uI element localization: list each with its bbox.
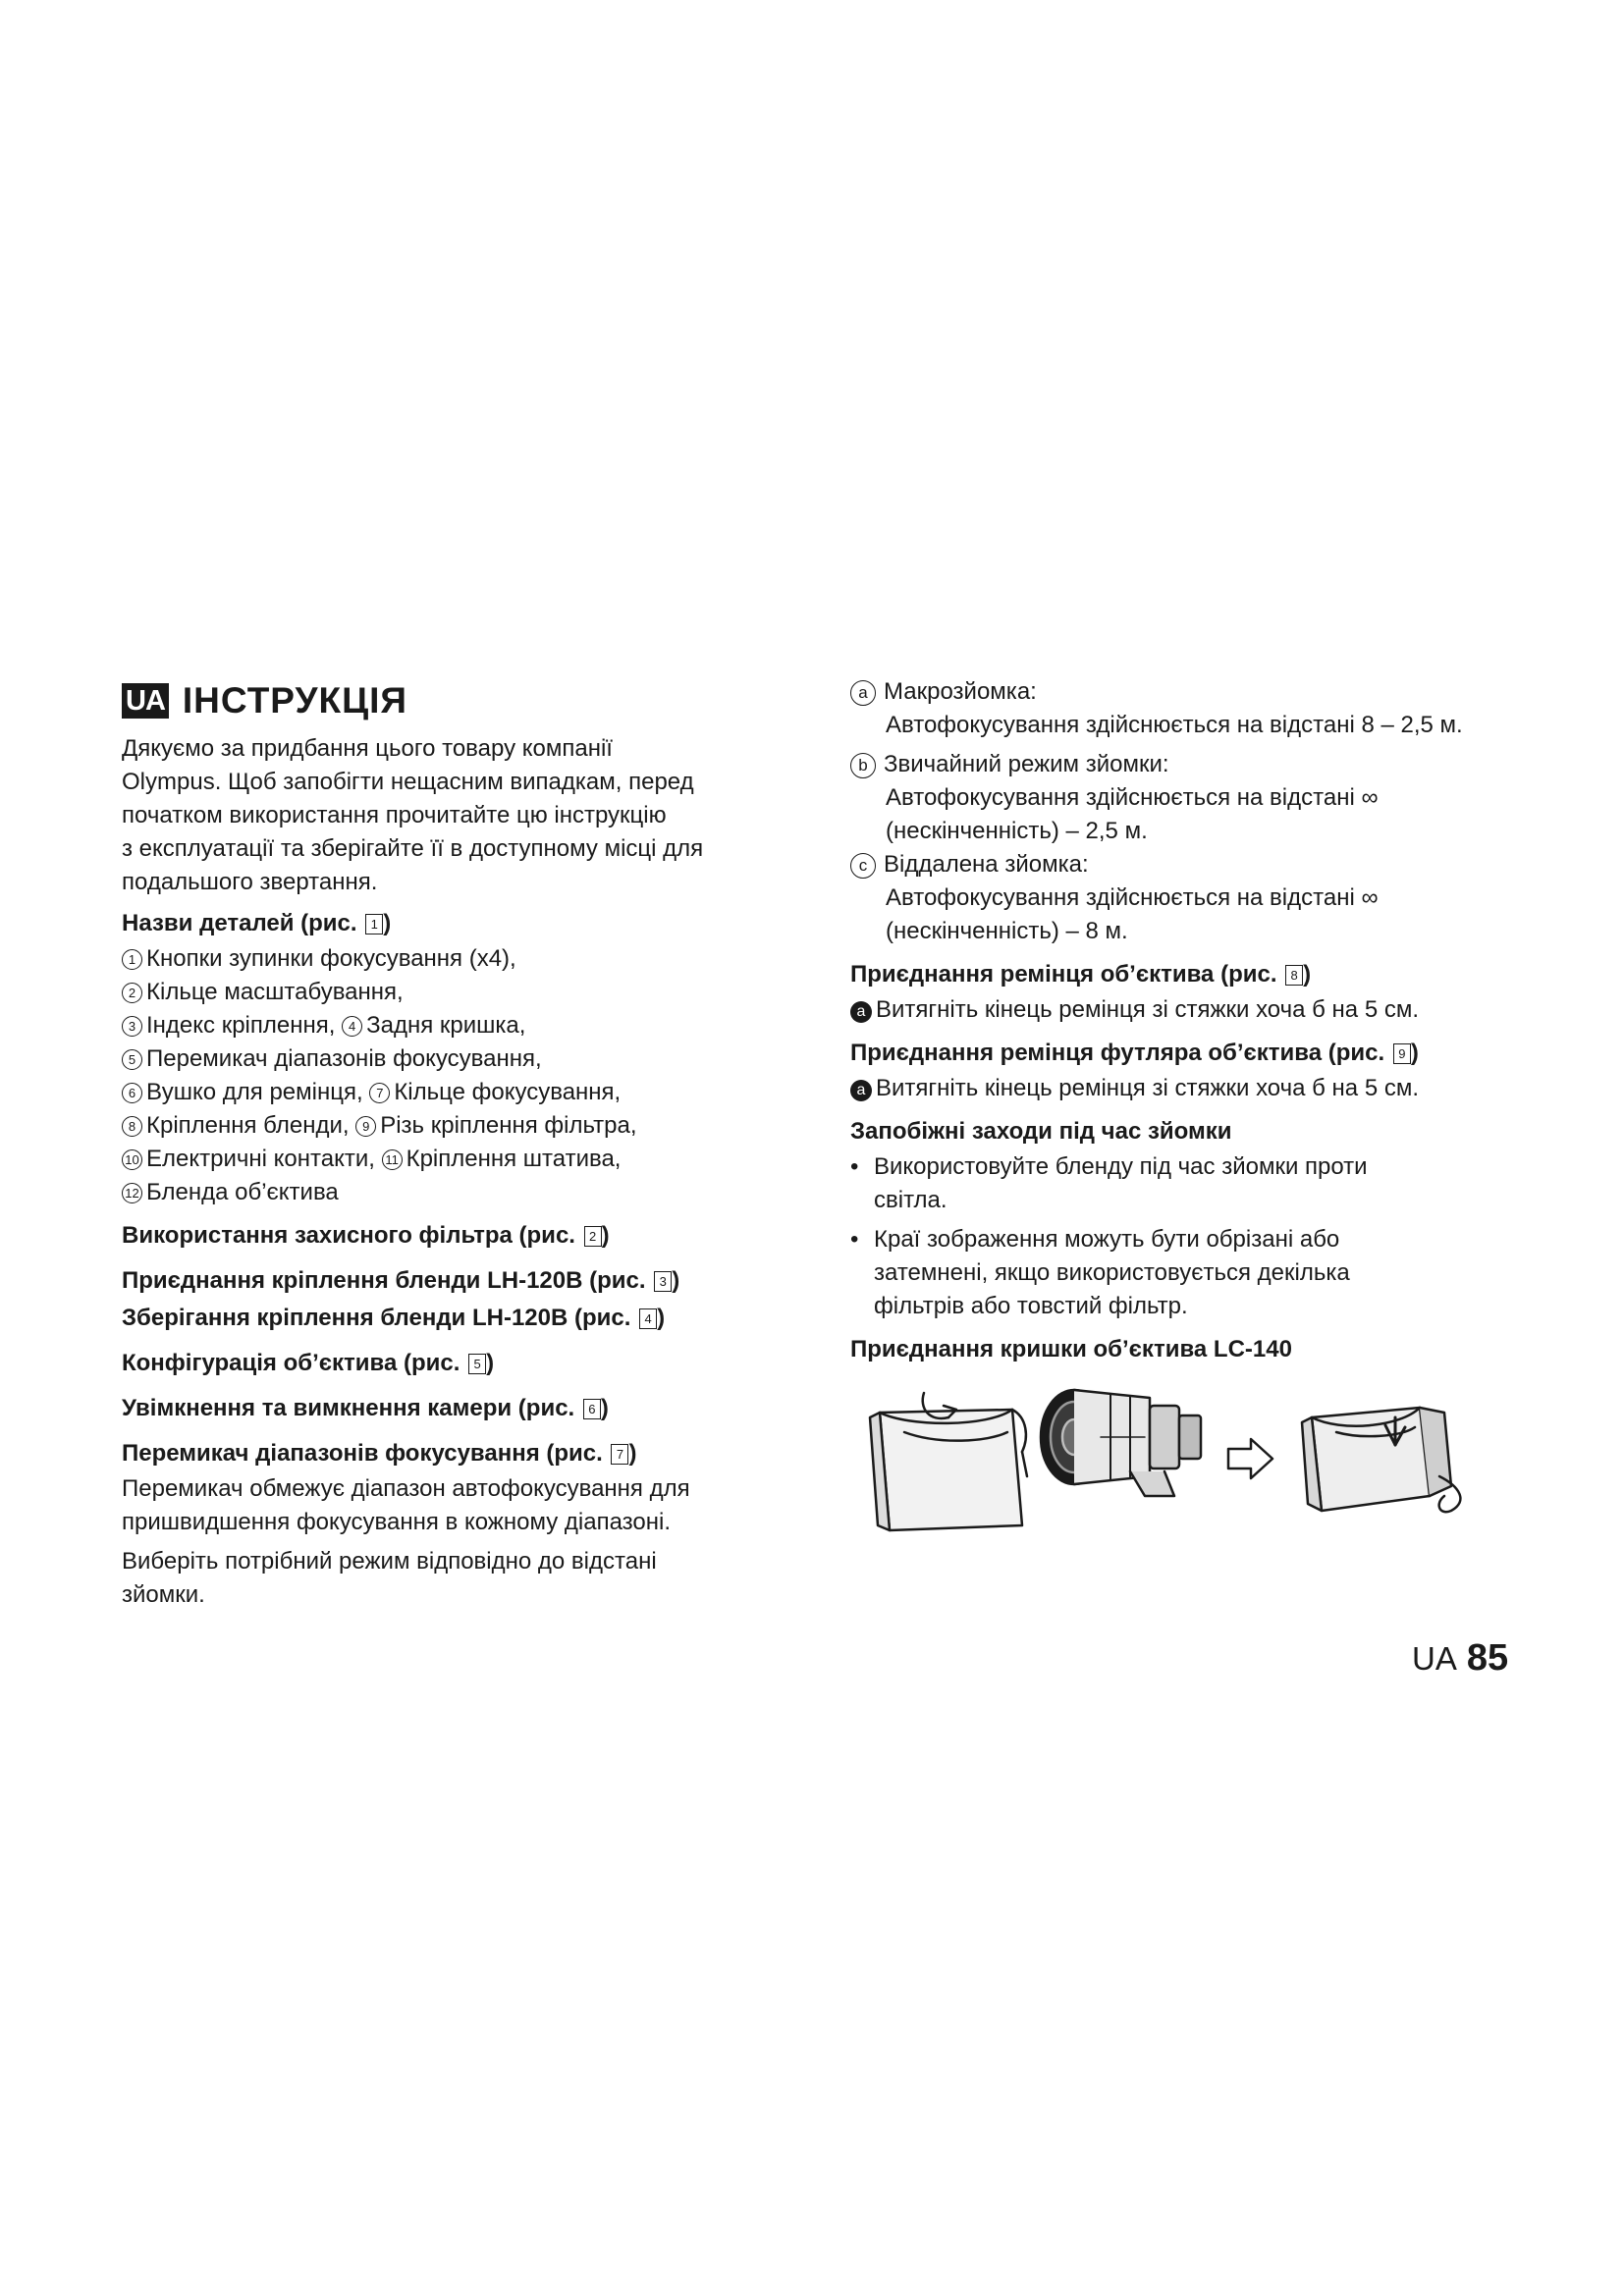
arrow-right-icon <box>1228 1439 1272 1478</box>
section-header <box>122 675 780 726</box>
lens-cap-drawing <box>850 1378 1498 1545</box>
page-title: ІНСТРУКЦІЯ <box>182 680 407 721</box>
camera-power-heading: Увімкнення та вимкнення камери (рис. 6 ) <box>122 1395 609 1421</box>
list-item: 8 Кріплення бленди, 9 Різь кріплення фільтра, <box>122 1109 780 1143</box>
mode-detail: (нескінченність) – 2,5 м. <box>886 818 1148 844</box>
figure-ref: 2 <box>584 1226 602 1247</box>
filter-heading: Використання захисного фільтра (рис. 2 ) <box>122 1222 610 1249</box>
hood-storage-heading: Зберігання кріплення бленди LH-120B (рис. 4 ) <box>122 1305 666 1331</box>
number-badge: 5 <box>122 1049 142 1070</box>
number-badge: 1 <box>122 949 142 970</box>
list-item: 3 Індекс кріплення, 4 Задня кришка, <box>122 1009 780 1042</box>
number-badge: 2 <box>122 983 142 1003</box>
mode-item: c Віддалена зйомка: <box>850 848 1498 881</box>
figure-ref: 5 <box>468 1354 486 1374</box>
bullet-icon: • <box>850 1226 859 1253</box>
left-column <box>122 675 780 1612</box>
mode-item: a Макрозйомка: <box>850 675 1498 709</box>
mode-detail: Автофокусування здійснюється на відстані 8 – 2,5 м. <box>886 712 1463 738</box>
intro-paragraph <box>122 732 780 899</box>
number-badge: 7 <box>369 1083 390 1103</box>
list-item: 12 Бленда об’єктива <box>122 1176 780 1209</box>
number-badge: 4 <box>342 1016 362 1037</box>
lens-cap-illustration <box>850 1378 1498 1545</box>
bullet-item: • Краї зображення можуть бути обрізані або затемнені, якщо використовується декілька фільтрів або товстий фільтр. <box>850 1223 1498 1323</box>
figure-ref: 9 <box>1393 1043 1411 1064</box>
paragraph-line: пришвидшення фокусування в кожному діапазоні. <box>122 1509 671 1535</box>
precautions-heading: Запобіжні заходи під час зйомки <box>850 1118 1232 1145</box>
focus-limiter-text <box>122 1472 780 1612</box>
capped-lens-icon <box>1302 1408 1460 1512</box>
lens-cap-pouch-icon <box>870 1393 1027 1530</box>
number-badge: 6 <box>122 1083 142 1103</box>
intro-line: Дякуємо за придбання цього товару компанії <box>122 735 613 762</box>
paragraph-line: Перемикач обмежує діапазон автофокусування для <box>122 1475 690 1502</box>
focus-limiter-heading: Перемикач діапазонів фокусування (рис. 7 ) <box>122 1440 637 1467</box>
lens-config-heading: Конфігурація об’єктива (рис. 5 ) <box>122 1350 495 1376</box>
number-badge: 10 <box>122 1149 142 1170</box>
paragraph-line: зйомки. <box>122 1581 205 1608</box>
figure-ref: 3 <box>654 1271 672 1292</box>
bullet-icon: • <box>850 1153 859 1180</box>
page-number: 85 <box>1466 1637 1509 1679</box>
intro-line: з експлуатації та зберігайте її в доступному місці для <box>122 835 704 862</box>
page-footer <box>1412 1637 1508 1680</box>
case-strap-step: a Витягніть кінець ремінця зі стяжки хоча б на 5 см. <box>850 1072 1498 1105</box>
figure-ref: 4 <box>639 1308 657 1329</box>
figure-ref: 6 <box>583 1399 601 1419</box>
intro-line: подальшого звертання. <box>122 869 378 895</box>
figure-ref: 8 <box>1285 965 1303 986</box>
number-badge: 11 <box>382 1149 403 1170</box>
mode-detail: (нескінченність) – 8 м. <box>886 918 1128 944</box>
lens-strap-heading: Приєднання ремінця об’єктива (рис. 8 ) <box>850 961 1312 988</box>
letter-badge: a <box>850 1001 872 1023</box>
number-badge: 3 <box>122 1016 142 1037</box>
letter-badge: b <box>850 753 876 778</box>
letter-badge: c <box>850 853 876 879</box>
number-badge: 9 <box>355 1116 376 1137</box>
list-item: 6 Вушко для ремінця, 7 Кільце фокусування, <box>122 1076 780 1109</box>
list-item: 10 Електричні контакти, 11 Кріплення штатива, <box>122 1143 780 1176</box>
list-item: 5 Перемикач діапазонів фокусування, <box>122 1042 780 1076</box>
language-badge: UA <box>122 683 169 719</box>
mode-item: b Звичайний режим зйомки: <box>850 748 1498 781</box>
right-column <box>850 675 1498 1545</box>
figure-ref: 1 <box>365 914 383 934</box>
lens-strap-step: a Витягніть кінець ремінця зі стяжки хоча б на 5 см. <box>850 993 1498 1027</box>
number-badge: 12 <box>122 1183 142 1203</box>
list-item: 2 Кільце масштабування, <box>122 976 780 1009</box>
letter-badge: a <box>850 680 876 706</box>
paragraph-line: Виберіть потрібний режим відповідно до відстані <box>122 1548 657 1575</box>
language-code: UA <box>1412 1640 1457 1677</box>
lens-icon <box>1041 1390 1201 1496</box>
focus-modes <box>850 675 1498 948</box>
intro-line: початком використання прочитайте цю інструкцію <box>122 802 667 828</box>
parts-heading: Назви деталей (рис. 1 ) <box>122 910 392 936</box>
letter-badge: a <box>850 1080 872 1101</box>
lens-cap-heading: Приєднання кришки об’єктива LC-140 <box>850 1336 1292 1362</box>
parts-list <box>122 942 780 1209</box>
mode-detail: Автофокусування здійснюється на відстані ∞ <box>886 884 1379 911</box>
intro-line: Olympus. Щоб запобігти нещасним випадкам, перед <box>122 769 694 795</box>
case-strap-heading: Приєднання ремінця футляра об’єктива (рис. 9 ) <box>850 1040 1419 1066</box>
hood-attach-heading: Приєднання кріплення бленди LH-120B (рис. 3 ) <box>122 1267 680 1294</box>
figure-ref: 7 <box>611 1444 628 1465</box>
list-item: 1 Кнопки зупинки фокусування (x4), <box>122 942 780 976</box>
bullet-item: • Використовуйте бленду під час зйомки проти світла. <box>850 1150 1498 1217</box>
number-badge: 8 <box>122 1116 142 1137</box>
mode-detail: Автофокусування здійснюється на відстані ∞ <box>886 784 1379 811</box>
